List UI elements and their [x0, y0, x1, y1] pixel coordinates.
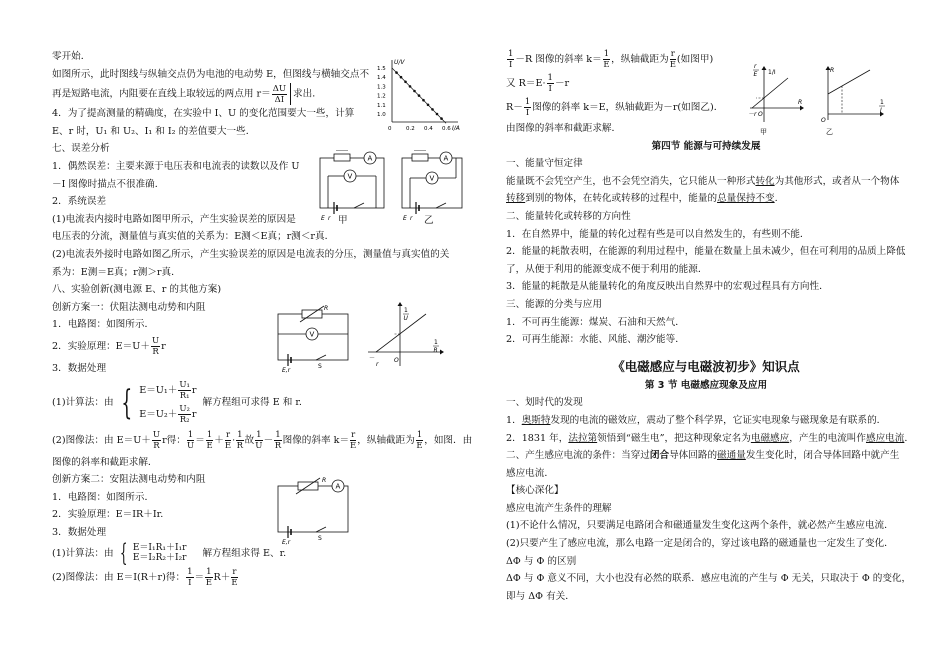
text-line: (1)电流表内接时电路如图甲所示，产生实验误差的原因是: [52, 213, 296, 225]
data-point: [395, 71, 398, 74]
data-point: [404, 81, 407, 84]
y-tick-label: 1.2: [377, 93, 386, 100]
svg-text:R: R: [830, 67, 835, 74]
text-line: (2)只要产生了感应电流，那么电路一定是闭合的，穿过该电路的磁通量也一定发生了变化．: [506, 538, 894, 550]
text-line: 创新方案一：伏阻法测电动势和内阻: [52, 301, 206, 313]
text-line: (2)电流表外接时电路如图乙所示，产生实验误差的原因是电流表的分压，测量值与真实值的关: [52, 248, 450, 260]
text-line: 3．数据处理: [52, 526, 107, 538]
section-title: 第四节 能源与可持续发展: [651, 140, 761, 152]
text-line: 电压表的分流，测量值与真实值的关系为：E测＜E真；r测＜r真．: [52, 231, 335, 243]
svg-text:E: E: [753, 71, 758, 78]
text-line: (2)图像法：由 E＝U＋ $\frac{U}{R}$ r得： $\frac{1}{U}$ ＝ $\frac{1}{E}$ ＋ $\frac{r}{E}$ · $\frac{1}{R}$ 故 $\frac{1}{U}$ － $\frac{1}{R}$ 图像的斜率 k＝ $\frac{r}{E}$ ，纵轴截距为 $\frac{1}{E}$ ，如图．由: [52, 429, 473, 451]
circuit-voltmeter-figure: [272, 304, 352, 374]
text-line: 转移到别的物体，在转化或转移的过程中，能量的总量保持不变.: [506, 193, 778, 205]
text-line: 1．奥斯特发现的电流的磁效应，震动了整个科学界，它证实电现象与磁现象是有联系的．: [506, 414, 887, 426]
svg-text:V: V: [309, 330, 315, 339]
circuit-jia-figure: [314, 150, 390, 226]
text-line: 二、产生感应电流的条件：当穿过闭合导体回路的磁通量发生变化时，闭合导体回路中就产生: [506, 450, 900, 462]
graph-1u-1r: [364, 300, 444, 370]
text-line: 2．可再生能源：水能、风能、潮汐能等．: [506, 334, 685, 346]
svg-text:R: R: [324, 305, 329, 312]
svg-text:甲: 甲: [760, 128, 767, 136]
text-line: E、r 时，U₁ 和 U₂、I₁ 和 I₂ 的差值要大一些．: [52, 125, 256, 137]
y-tick-label: 1.4: [377, 75, 386, 82]
text-line: 系为：E测＝E真；r测＞r真．: [52, 266, 181, 278]
chapter-title: 《电磁感应与电磁波初步》知识点: [612, 358, 800, 374]
text-line: 如图所示，此时图线与纵轴交点仍为电池的电动势 E，但图线与横轴交点不: [52, 68, 370, 80]
x-tick-label: 0.4: [424, 126, 433, 132]
text-line: 零开始．: [52, 51, 91, 62]
svg-text:O: O: [758, 111, 763, 118]
svg-text:－r: －r: [748, 111, 757, 118]
data-point: [440, 117, 443, 120]
switch-icon: [316, 355, 326, 360]
svg-text:A: A: [367, 154, 373, 163]
data-point: [431, 108, 434, 111]
y-tick-label: 1.5: [377, 66, 386, 72]
svg-text:E,r: E,r: [282, 367, 291, 374]
data-point: [418, 94, 421, 97]
text-line: 1．电路图：如图所示．: [52, 491, 155, 503]
text-line: 2．实验原理：E＝U＋ $\frac{U}{R}$ r: [52, 335, 166, 357]
svg-text:A: A: [335, 482, 341, 491]
x-tick-label: 0.2: [406, 126, 415, 132]
text-line: 2．实验原理：E＝IR＋Ir.: [52, 509, 164, 521]
text-line: $\frac{1}{I}$ －R 图像的斜率 k＝ $\frac{1}{E}$ ，纵轴截距为 $\frac{r}{E}$ (如图甲): [508, 49, 714, 70]
svg-text:r: r: [410, 215, 413, 222]
data-point: [400, 76, 403, 79]
svg-text:r: r: [376, 361, 379, 368]
text-line: 由图像的斜率和截距求解．: [506, 123, 622, 134]
equation-system: (1)计算法：由 { E＝U₁＋ $\frac{\text{U₁}}{\text{R₁}}$ r E＝U₂＋ $\frac{\text{U₂}}{\text{R₂}}$ r 解方程组可求得 E 和 r.: [52, 379, 302, 425]
line-1i-r: [752, 78, 788, 108]
svg-text:A: A: [443, 154, 449, 163]
section-heading: 三、能源的分类与应用: [506, 298, 602, 310]
switch-icon: [354, 203, 364, 208]
svg-text:r: r: [754, 63, 757, 70]
data-point: [409, 85, 412, 88]
equation-system: (1)计算法：由 { E＝I₁R₁＋I₁r E＝I₂R₂＋I₂r 解方程组求得 E、r.: [52, 539, 287, 568]
text-line: 2．系统误差: [52, 196, 107, 208]
svg-text:R: R: [433, 347, 438, 354]
svg-text:U: U: [403, 315, 408, 322]
circuit-ammeter-figure: [272, 476, 352, 546]
svg-text:V: V: [429, 174, 435, 183]
ui-graph-figure: [376, 56, 462, 132]
circuit-ammeter: [272, 476, 352, 546]
graph-1u-1r-figure: [364, 300, 444, 370]
section-heading: 一、划时代的发现: [506, 397, 583, 409]
data-point: [427, 104, 430, 107]
fraction-dU-dI: $\frac{\Delta U}{\Delta I}$: [272, 83, 287, 105]
graph-r-1i-figure: [814, 60, 894, 142]
text-line: 创新方案二：安阻法测电动势和内阻: [52, 474, 206, 486]
graph-r-1i: [814, 60, 894, 142]
graph-1i-r-figure: [748, 50, 808, 142]
text-line: ΔΦ 与 Φ 的区别: [506, 555, 577, 567]
switch-icon: [316, 527, 326, 532]
circuit-voltmeter: [272, 304, 352, 374]
text-line: 2．能量的耗散表明，在能源的利用过程中，能量在数量上虽未减少，但在可利用的品质上降低: [506, 246, 906, 258]
y-axis-label: U/V: [394, 59, 405, 66]
data-point: [413, 90, 416, 93]
text-line: 又 R＝E· $\frac{1}{I}$ －r: [506, 73, 570, 94]
text-line: 2．1831 年，法拉第领悟到“磁生电”，把这种现象定名为电磁感应，产生的电流叫作感应电流.: [506, 432, 908, 444]
figure-caption: 甲: [338, 215, 348, 226]
text-line: 1．不可再生能源：煤炭、石油和天然气．: [506, 316, 685, 328]
svg-text:1: 1: [404, 307, 408, 314]
line-r-1i: [828, 70, 870, 94]
graph-1i-r: [748, 50, 808, 142]
text-line: 即与 ΔΦ 有关．: [506, 590, 575, 602]
svg-text:S: S: [318, 363, 322, 370]
text-line: 1．电路图：如图所示．: [52, 319, 155, 331]
text-line: 3．数据处理: [52, 362, 107, 374]
figure-caption: 乙: [424, 215, 434, 226]
ui-graph: [376, 56, 462, 132]
svg-text:S: S: [318, 535, 322, 542]
svg-text:R: R: [798, 99, 803, 106]
text-line: 能量既不会凭空产生，也不会凭空消失，它只能从一种形式转化为其他形式，或者从一个物体: [506, 175, 900, 187]
section-heading: 二、能量转化或转移的方向性: [506, 210, 631, 222]
x-tick-label: 0.6: [442, 126, 451, 132]
text-line: 4．为了提高测量的精确度，在实验中 I、U 的变化范围要大一些，计算: [52, 108, 355, 120]
svg-text:1: 1: [434, 339, 438, 346]
circuit-jia: [314, 150, 390, 226]
y-tick-label: 1.0: [377, 112, 386, 118]
rheostat-icon: [334, 154, 350, 161]
svg-text:r: r: [328, 215, 331, 222]
svg-text:R: R: [322, 477, 327, 484]
svg-text:1/I: 1/I: [768, 69, 776, 76]
svg-text:I: I: [880, 107, 882, 114]
text-line: (2)图像法：由 E＝I(R＋r)得： $\frac{1}{I}$ ＝ $\frac{1}{E}$ R＋ $\frac{r}{E}$: [52, 567, 238, 589]
section-heading: 一、能量守恒定律: [506, 158, 583, 170]
svg-text:乙: 乙: [826, 128, 833, 136]
text-line: －I 图像时描点不很准确．: [52, 178, 165, 190]
text-line: 1．在自然界中，能量的转化过程有些是可以自然发生的，有些则不能．: [506, 228, 810, 240]
line-1u-1r: [376, 314, 426, 352]
text-line: 了，从便于利用的能源变成不便于利用的能源．: [506, 263, 708, 275]
data-point: [422, 99, 425, 102]
text-line: 感应电流．: [506, 467, 554, 479]
y-tick-label: 1.3: [377, 84, 386, 91]
y-tick-label: 1.1: [377, 102, 386, 109]
section-title: 第 3 节 电磁感应现象及应用: [644, 379, 768, 391]
svg-text:V: V: [347, 172, 353, 181]
svg-text:－: －: [369, 355, 376, 362]
text-line: R－ $\frac{1}{I}$ 图像的斜率 k＝E，纵轴截距为－r(如图乙)．: [506, 97, 724, 118]
svg-text:1: 1: [880, 99, 884, 106]
svg-text:E: E: [403, 215, 407, 222]
text-line: (1)不论什么情况，只要满足电路闭合和磁通量发生变化这两个条件，就必然产生感应电流．: [506, 520, 894, 532]
data-point: [436, 113, 439, 116]
x-axis-label: I/A: [452, 125, 460, 132]
text-line: 感应电流产生条件的理解: [506, 502, 612, 514]
svg-text:E: E: [321, 215, 325, 222]
text-line: 图像的斜率和截距求解．: [52, 456, 158, 468]
text-line: ΔΦ 与 Φ 意义不同，大小也没有必然的联系．感应电流的产生与 Φ 无关，只取决于 Φ 的变化，: [506, 573, 912, 585]
rheostat-icon: [412, 154, 428, 161]
text-line: 3．能量的耗散是从能量转化的角度反映出自然界中的宏观过程具有方向性．: [506, 281, 829, 293]
x-tick-label: 0: [388, 126, 392, 132]
section-heading: 八、实验创新(测电源 E、r 的其他方案): [52, 284, 222, 296]
text-line: 【核心深化】: [506, 485, 564, 497]
svg-text:E,r: E,r: [282, 539, 291, 546]
text-line: 1．偶然误差：主要来源于电压表和电流表的读数以及作 U: [52, 160, 300, 172]
section-heading: 七、误差分析: [52, 143, 110, 155]
svg-text:O: O: [394, 357, 399, 364]
switch-icon: [436, 203, 446, 208]
svg-text:O: O: [821, 117, 826, 124]
text-line: 再是短路电流，内阻要在直线上取较远的两点用 r＝ $\frac{\Delta U}{\Delta I}$ 求出．: [52, 83, 322, 105]
